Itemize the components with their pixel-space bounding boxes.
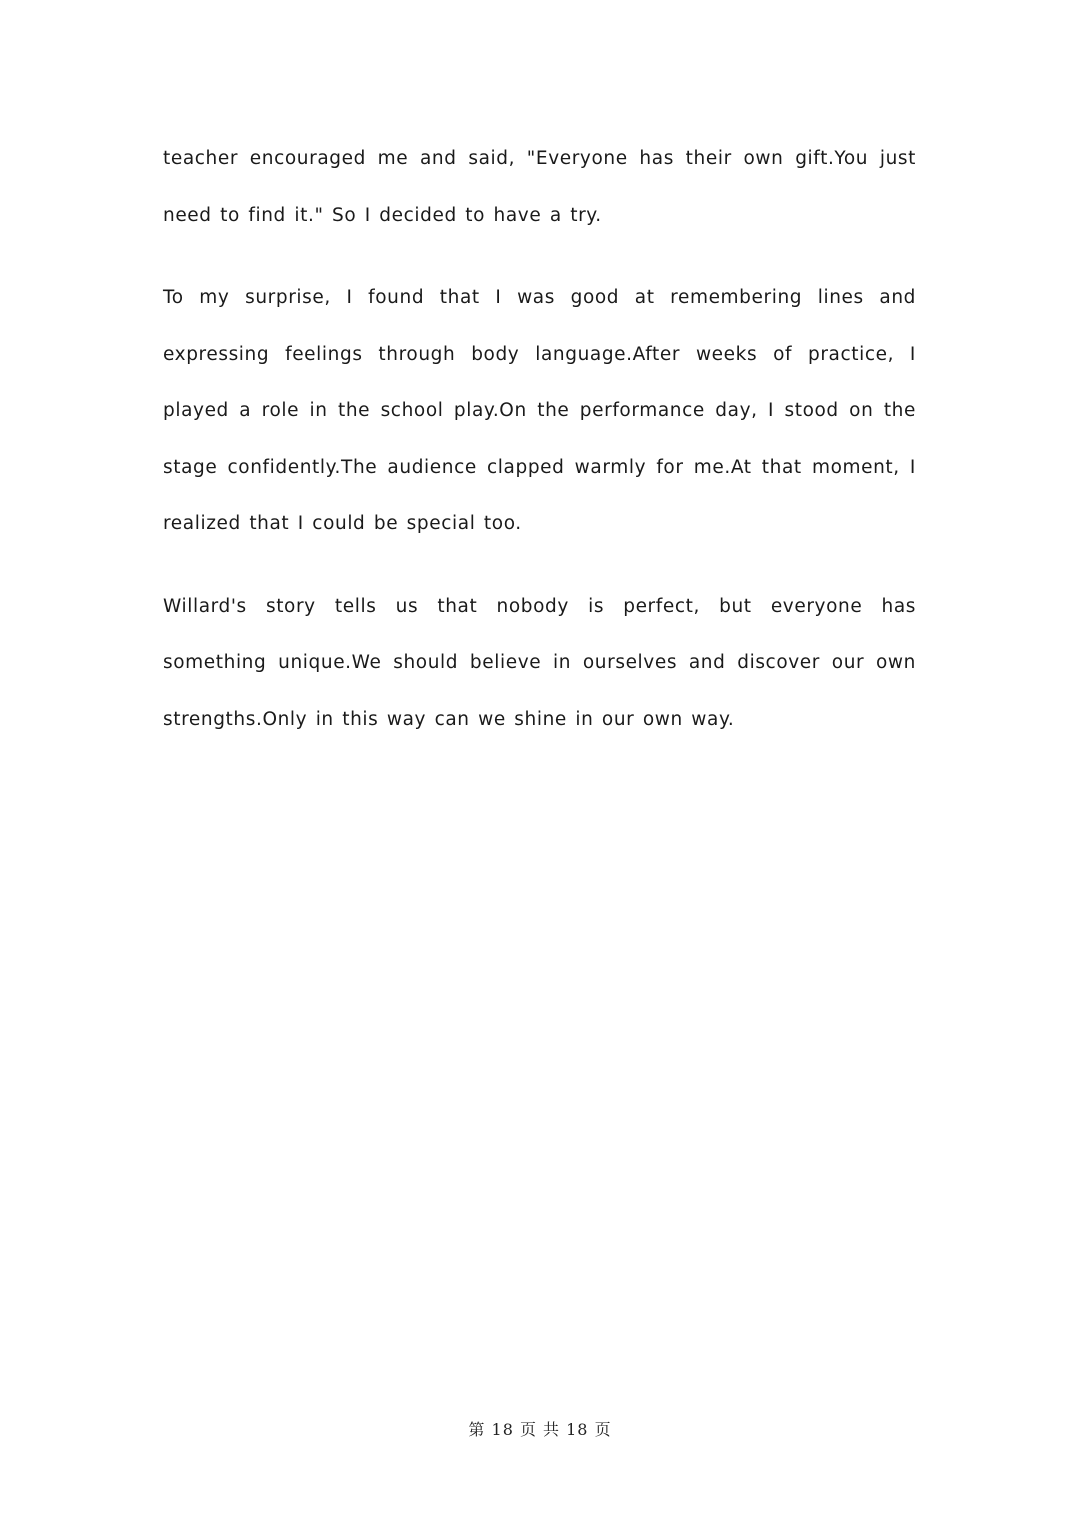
page-number-footer: 第 18 页 共 18 页 (468, 1420, 612, 1439)
paragraph-school-play: To my surprise, I found that I was good at remembering lines and expressing feelings through body language.After weeks of practice, I played a role in the school play.On the performance day, I stood on the stage confidently.The audience clapped warmly for me.At that moment, I realized that I could be special too. (163, 287, 916, 534)
document-body (163, 131, 916, 774)
paragraph-teacher-encouragement: teacher encouraged me and said, "Everyone has their own gift.You just need to find it." So I decided to have a try. (163, 148, 916, 226)
paragraph-conclusion: Willard's story tells us that nobody is perfect, but everyone has something unique.We should believe in ourselves and discover our own strengths.Only in this way can we shine in our own way. (163, 595, 916, 730)
